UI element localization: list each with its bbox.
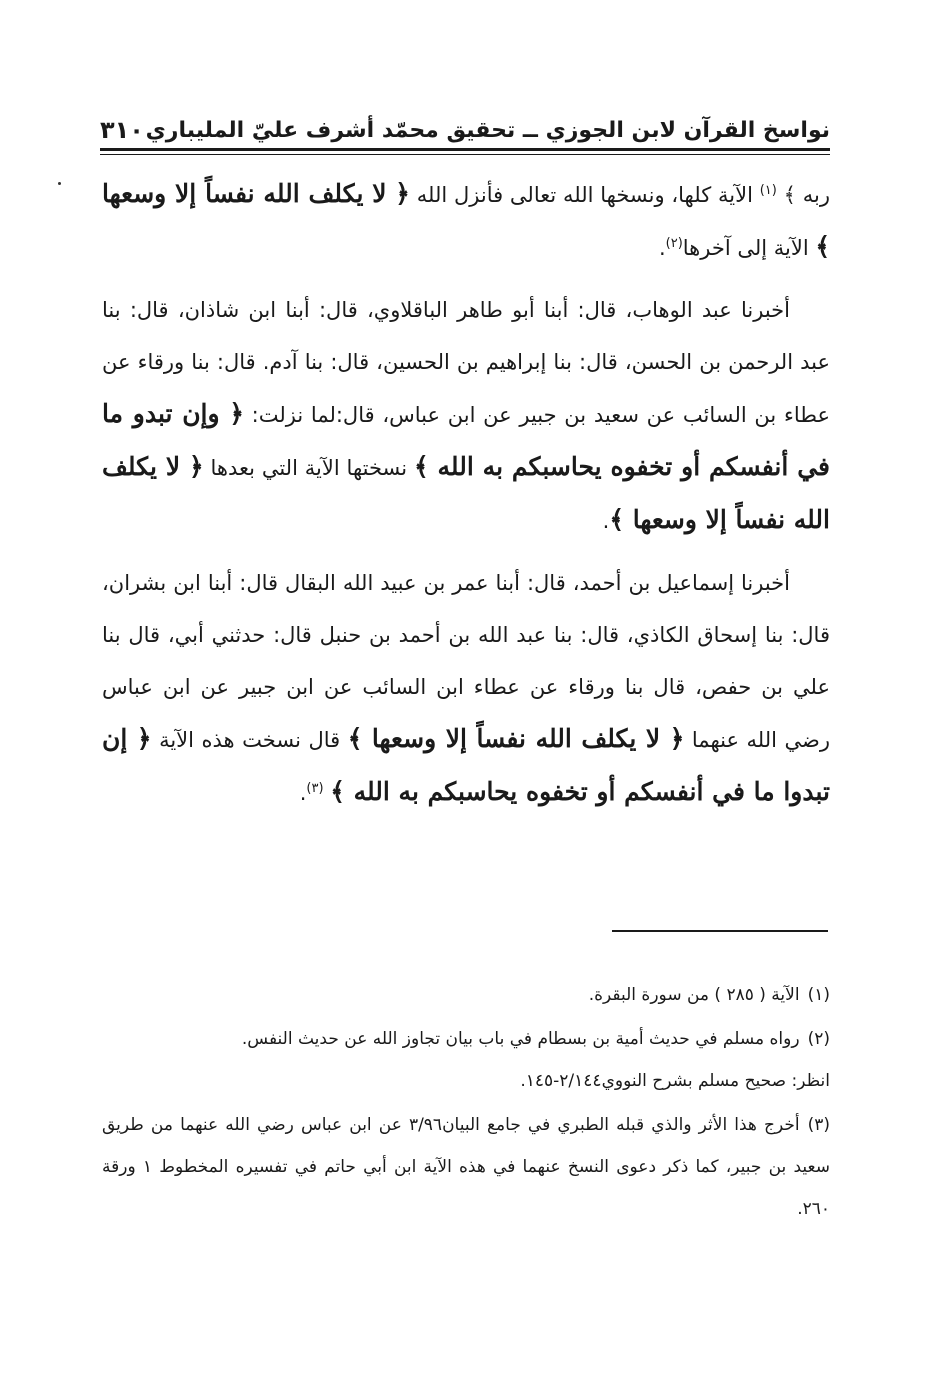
footnote-number: (١) xyxy=(807,985,830,1005)
footnote-ref-3: (٣) xyxy=(306,781,324,796)
text-run: الآية كلها، ونسخها الله تعالى فأنزل الله xyxy=(409,183,760,207)
running-title: نواسخ القرآن لابن الجوزي ــ تحقيق محمّد أشرف عليّ المليباري xyxy=(145,117,830,143)
main-text xyxy=(102,168,830,829)
footnote-ref-2: (٢) xyxy=(665,236,683,251)
header-rule-thick xyxy=(100,148,830,151)
text-run: نسختها الآية التي بعدها xyxy=(203,456,414,480)
quran-verse: ﴿ إن تبدوا ما في أنفسكم أو تخفوه يحاسبكم به الله ﴾ xyxy=(102,724,830,806)
text-run: . xyxy=(602,509,610,533)
footnote-text: الآية ( ٢٨٥ ) من سورة البقرة. xyxy=(588,985,800,1005)
footnote-ref-1: (١) xyxy=(759,183,777,198)
header-rule-thin xyxy=(100,154,830,155)
text-run: أخبرنا إسماعيل بن أحمد، قال: أبنا عمر بن عبيد الله البقال قال: أبنا ابن بشران، قال: بنا إسحاق الكاذي، قال: بنا عبد الله بن أحمد بن حنبل قال: حدثني أبي، قال بنا علي بن حفص، قال بنا ورقاء عن عطاء ابن السائب عن ابن جبير عن ابن عباس رضي الله عنهما xyxy=(102,571,830,752)
footnote-3 xyxy=(102,1104,830,1230)
paragraph-1 xyxy=(102,168,830,274)
footnote-text: أخرج هذا الأثر والذي قبله الطبري في جامع البيان٣/٩٦ عن ابن عباس رضي الله عنهما من طريق سعيد بن جبير، كما ذكر دعوى النسخ عنهما في هذه الآية ابن أبي حاتم في تفسيره المخطوط ١ ورقة ٢٦٠. xyxy=(102,1115,830,1219)
quran-verse: ﴿ لا يكلف الله نفساً إلا وسعها ﴾ xyxy=(102,179,830,261)
paragraph-3 xyxy=(102,557,830,819)
footnote-separator xyxy=(612,930,828,932)
quran-verse: ﴿ لا يكلف الله نفساً إلا وسعها ﴾ xyxy=(102,452,830,534)
footnote-number: (٢) xyxy=(807,1029,830,1049)
quran-verse: ﴿ وإن تبدو ما في أنفسكم أو تخفوه يحاسبكم به الله ﴾ xyxy=(102,399,831,481)
text-run: قال نسخت هذه الآية xyxy=(151,728,348,752)
text-run: الآية إلى آخرها xyxy=(682,236,816,260)
footnote-number: (٣) xyxy=(807,1115,830,1135)
paragraph-2 xyxy=(102,284,830,547)
footnote-1 xyxy=(102,974,830,1016)
scan-speck xyxy=(58,182,61,185)
footnote-text: رواه مسلم في حديث أمية بن بسطام في باب بيان تجاوز الله عن حديث النفس. xyxy=(241,1029,800,1049)
footnote-continuation: انظر: صحيح مسلم بشرح النووي٢/١٤٤-١٤٥. xyxy=(520,1071,830,1091)
page-header xyxy=(100,112,830,148)
quran-verse: ﴿ لا يكلف الله نفساً إلا وسعها ﴾ xyxy=(347,724,685,753)
footnotes xyxy=(102,974,830,1232)
text-run: أخبرنا عبد الوهاب، قال: أبنا أبو طاهر الباقلاوي، قال: أبنا ابن شاذان، قال: بنا عبد الرحمن بن الحسن، قال: بنا إبراهيم بن الحسين، قال: بنا آدم. قال: بنا ورقاء عن عطاء بن السائب عن سعيد بن جبير عن ابن عباس، قال:لما نزلت: xyxy=(102,298,831,427)
text-run: . xyxy=(658,236,666,260)
text-run: ربه ﴾ xyxy=(776,183,830,207)
footnote-2 xyxy=(102,1018,830,1102)
text-run: . xyxy=(299,781,307,805)
page-number: ٣١٠ xyxy=(100,116,144,144)
